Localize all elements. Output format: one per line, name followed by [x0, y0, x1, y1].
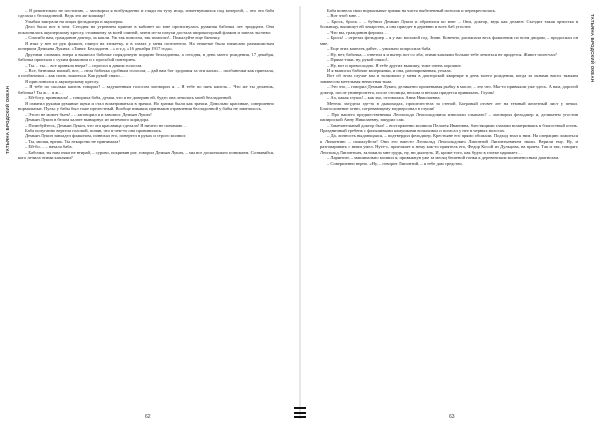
paragraph: – Бабочка, ты нам очки не втирай, – сурово, искривив рот, говорил Демьян Лукич, – мы все досконально понимаем. Сознавайся, кого лечила этими каплями?	[18, 149, 274, 161]
page-number-left: 62	[145, 414, 151, 420]
hamburger-menu-icon[interactable]	[294, 407, 306, 418]
paragraph: Улыбки заиграли на лицах фельдшера и акушерок.	[25, 18, 124, 24]
paragraph: Другими словами, вчера я выписал бабочке порядочную порцию белладонны, а сегодня, в день моего рождения, 17 декабря, бабочка приехала с сухим флаконом и с просьбой повторить.	[18, 51, 274, 63]
paragraph: – Вот чтоб мне…	[327, 13, 361, 19]
running-head-right: ТАТЬЯНА БРОДСКИЙ ОКЕАН	[590, 14, 595, 83]
left-page-text	[18, 8, 274, 161]
paragraph: Я прислонился к акушерскому креслу.	[25, 78, 100, 84]
paragraph: Демьян Лукич завладел флаконом, понюхал его, повертел в руках и строго молвил:	[25, 133, 187, 139]
paragraph: – Ты… ты… все приняла вчера? – спросил я диким голосом.	[25, 62, 143, 68]
paragraph: – Совершенно верно. «Ну, – говорит Липонтий, – я тебе дам средство.	[327, 160, 463, 166]
paragraph: – Про вашего предшественника Леопольда Леопольдовича изволили слышать? – заговорил фельдшер и, деликатно угостив папироской Анну Николаевну, закурил сам.	[320, 111, 578, 123]
paragraph: Я охватил руками румяные щеки и стал всматриваться в зрачки. Но зрачки были как зрачки. Довольно красивые, совершенно нормальные. Пульс у бабы был тоже прелестный. Вообще никаких признаков отравления белладонной у бабы не замечалось.	[18, 100, 274, 112]
paragraph: – Все, батюшка милый, все, – пела бабочка сдобным голосом, – дай вам бог здоровья за эти капли… полбаночки как приехала, а полбаночки – как спать ложиться. Как рукой сняло…	[18, 67, 274, 79]
paragraph: – Ларингит, – машинально молвил я, привыкнув уже за месяц бешеной гонки к деревенским молниеносным диагнозам.	[327, 155, 560, 161]
right-page-text	[320, 8, 578, 166]
paragraph: – Прямо-таки, ну, рукой сняло!..	[327, 57, 390, 63]
left-page	[0, 0, 299, 425]
paragraph: Я взял у нее из рук флакон, глянул на этикетку, и в глазах у меня позеленело. На этикетке было написано размашистым почерком Демьяна Лукича. «Тинкт. Белладонн…» и т.д. «16 декабря 1917 года».	[18, 40, 274, 52]
paragraph: – Этого не может быть!.. – заговорил я и завопил: Демьян Лукич!	[25, 111, 152, 117]
paragraph: – Ну, вот и превосходно. Я тебе других выпишу, тоже очень хорошие.	[327, 62, 462, 68]
paragraph: Демьян Лукич в белом халате вынырнул из аптечного коридора.	[25, 117, 150, 123]
paragraph: – Еще этих капелек дайте, – умильно попросила баба.	[327, 46, 432, 52]
paragraph: – Замечательный доктор был! – восторженно молвила Пелагея Ивановна, блестящими глазами всматриваясь в благостный огонь. Праздничный гребень с фальшивыми камушками вспыхивал и погасал у нее в черных волосах.	[320, 122, 578, 133]
paragraph: – Брось! – отрезал фельдшер – я у вас восьмой год. Знаю. Конечно, распапала весь флакончик по всем дворам, – продолжал он мне.	[320, 35, 578, 46]
running-head-left: ТАТЬЯНА БРОДСКИЙ ОКЕАН	[5, 85, 10, 154]
paragraph: И я выписал бабочке валерьянки, и она, разочарованная, уехала.	[327, 67, 452, 73]
paragraph: – Ах, какая глушь! – как эхо, отозвалась Анна Николаевна.	[327, 95, 441, 101]
paragraph: Дело было вот в чем. Сегодня на утреннем приеме в кабинет ко мне протиснулась румяная бабочка лет тридцати. Она поклонилась акушерскому креслу, стоявшему за моей спиной, затем из-за пазухи достала широкогорлый флакон и запела льстиво:	[18, 24, 274, 35]
paragraph: – Я тебе по сколько капель говорил? – задушенным голосом заговорил я. – Я тебе по пять капель… Что же ты делаешь, бабочка? Ты ж… я ж…	[18, 84, 274, 95]
paragraph: – Полюбуйтесь, Демьян Лукич, что эта красавица сделала! Я ничего не понимаю…	[25, 122, 187, 128]
menu-bar	[294, 412, 306, 414]
paragraph: – Да, личность выдающаяся, – подтвердил фельдшер. Крестьяне его прямо обожали. Подход знал к ним. На операцию ложиться к Липонтию – пожалуйста! Они его вместо Леопольд Леопольдович Липонтий Липонтьевичем звали. Верили ему. Ну, и разговаривать с ними умел. Нуте-с, приезжает к нему как-то приятель его, Федор Косой из Дульцова, на прием. Так и так, говорит, Леопольд Липонтьич, заложило мне грудь, ну, ни дыхнуть. И, кроме того, как будто в глотке царапает…	[320, 133, 578, 155]
paragraph: – Брось, брось… – бубнил Демьян Лукич и обратился ко мне: – Они, доктор, ведь как делают. Съездит такая артистка в больницу, выпишут ей лекарство, а она приедет в деревню и всех баб угостит.	[320, 18, 578, 30]
menu-bar	[294, 416, 306, 418]
paragraph: – Что вы, гражданин фершал…	[327, 29, 388, 35]
paragraph: – Это что, – говорил Демьян Лукич, деликатно прожевывая рыбку в масле, – это что. Мы-то привыкли уже здесь. А вам, дорогой доктор, после университета, после столицы, весьма и весьма придется привыкать. Глушь!	[320, 84, 578, 95]
paragraph: Вот об этом случае мы и толковали у меня в докторской квартире в день моего рождения, когда за окнами висел тяжким занавесом метельная ненастная тьма.	[320, 73, 578, 84]
menu-bar	[294, 407, 306, 409]
paragraph: – Ну, нет, бабочка, – ответил я и вытер пот со лба, этими каплями больше тебе лечиться не придется. Живот полегчал?	[327, 51, 557, 57]
paragraph: Баба возвела свои нормальные зрачки на чисто выбеленный потолок и перекрестилась.	[327, 8, 497, 13]
paragraph: – Ты, милая, врешь. Ты лекарство не принимала!	[25, 138, 120, 144]
paragraph: – Спасибо вам, гражданин доктор, за капли. Уж так помогли, так помогли!.. Пожалуйте еще баночку.	[25, 35, 221, 41]
paragraph: – Ей-бо… – начала баба.	[25, 144, 73, 150]
paragraph: Баба испуганно вертела головой, поняв, что в чем-то она провинилась.	[25, 127, 163, 133]
right-page	[301, 0, 600, 425]
paragraph: – Ей-богу, принимала! – говорила баба, думая, что я не доверяю ей, будто она лечилась моей белладонной.	[25, 95, 232, 101]
paragraph: Метель загудела где-то в дымоходах, прошелестела за стеной. Багровый отсвет лег на темный железный лист у печки. Благословение огню, согревающему медперсонал в глуши!	[320, 100, 578, 112]
page-number-right: 63	[449, 414, 455, 420]
paragraph: – Я решительно не постигаю, – заговорил я возбужденно и гляди на тучу искр, изметнувшихся под кочергой, – что эта баба сделала с белладонной. Ведь это же кошмар!	[18, 8, 274, 19]
